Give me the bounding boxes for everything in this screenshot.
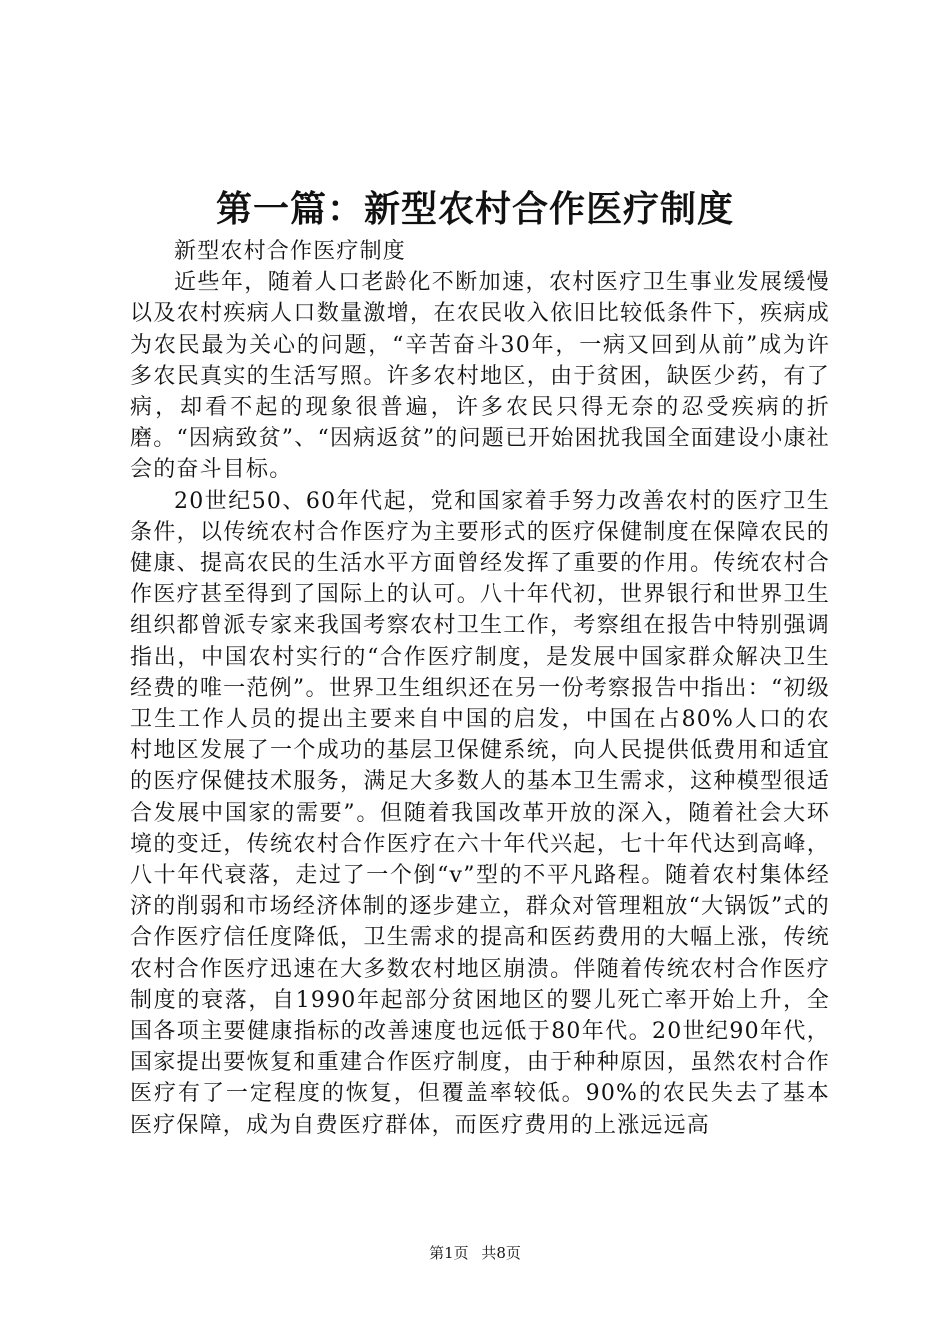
page-number: 第1页 [429, 1244, 469, 1262]
document-title: 第一篇：新型农村合作医疗制度 [215, 188, 734, 230]
body-paragraph: 近些年，随着人口老龄化不断加速，农村医疗卫生事业发展缓慢以及农村疾病人口数量激增，在农民收入依旧比较低条件下，疾病成为农民最为关心的问题，“辛苦奋斗30年，一病又回到从前”成为许多农民真实的生活写照。许多农村地区，由于贫困，缺医少药，有了病，却看不起的现象很普遍，许多农民只得无奈的忍受疾病的折磨。“因病致贫”、“因病返贫”的问题已开始困扰我国全面建设小康社会的奋斗目标。 [130, 270, 830, 483]
body-paragraph: 20世纪50、60年代起，党和国家着手努力改善农村的医疗卫生条件，以传统农村合作医疗为主要形式的医疗保健制度在保障农民的健康、提高农民的生活水平方面曾经发挥了重要的作用。传统农村合作医疗甚至得到了国际上的认可。八十年代初，世界银行和世界卫生组织都曾派专家来我国考察农村卫生工作，考察组在报告中特别强调指出，中国农村实行的“合作医疗制度，是发展中国家群众解决卫生经费的唯一范例”。世界卫生组织还在另一份考察报告中指出：“初级卫生工作人员的提出主要来自中国的启发，中国在占80%人口的农村地区发展了一个成功的基层卫保健系统，向人民提供低费用和适宜的医疗保健技术服务，满足大多数人的基本卫生需求，这种模型很适合发展中国家的需要”。但随着我国改革开放的深入，随着社会大环境的变迁，传统农村合作医疗在六十年代兴起，七十年代达到高峰，八十年代衰落，走过了一个倒“v”型的不平凡路程。随着农村集体经济的削弱和市场经济体制的逐步建立，群众对管理粗放“大锅饭”式的合作医疗信任度降低，卫生需求的提高和医药费用的大幅上涨，传统农村合作医疗迅速在大多数农村地区崩溃。伴随着传统农村合作医疗制度的衰落，自1990年起部分贫困地区的婴儿死亡率开始上升，全国各项主要健康指标的改善速度也远低于80年代。20世纪90年代，国家提出要恢复和重建合作医疗制度，由于种种原因，虽然农村合作医疗有了一定程度的恢复，但覆盖率较低。90%的农民失去了基本医疗保障，成为自费医疗群体，而医疗费用的上涨远远高 [130, 488, 830, 1138]
page-footer [0, 1243, 950, 1263]
page-count: 共8页 [481, 1244, 521, 1262]
document-subtitle: 新型农村合作医疗制度 [174, 239, 407, 264]
document-body [130, 236, 830, 1141]
